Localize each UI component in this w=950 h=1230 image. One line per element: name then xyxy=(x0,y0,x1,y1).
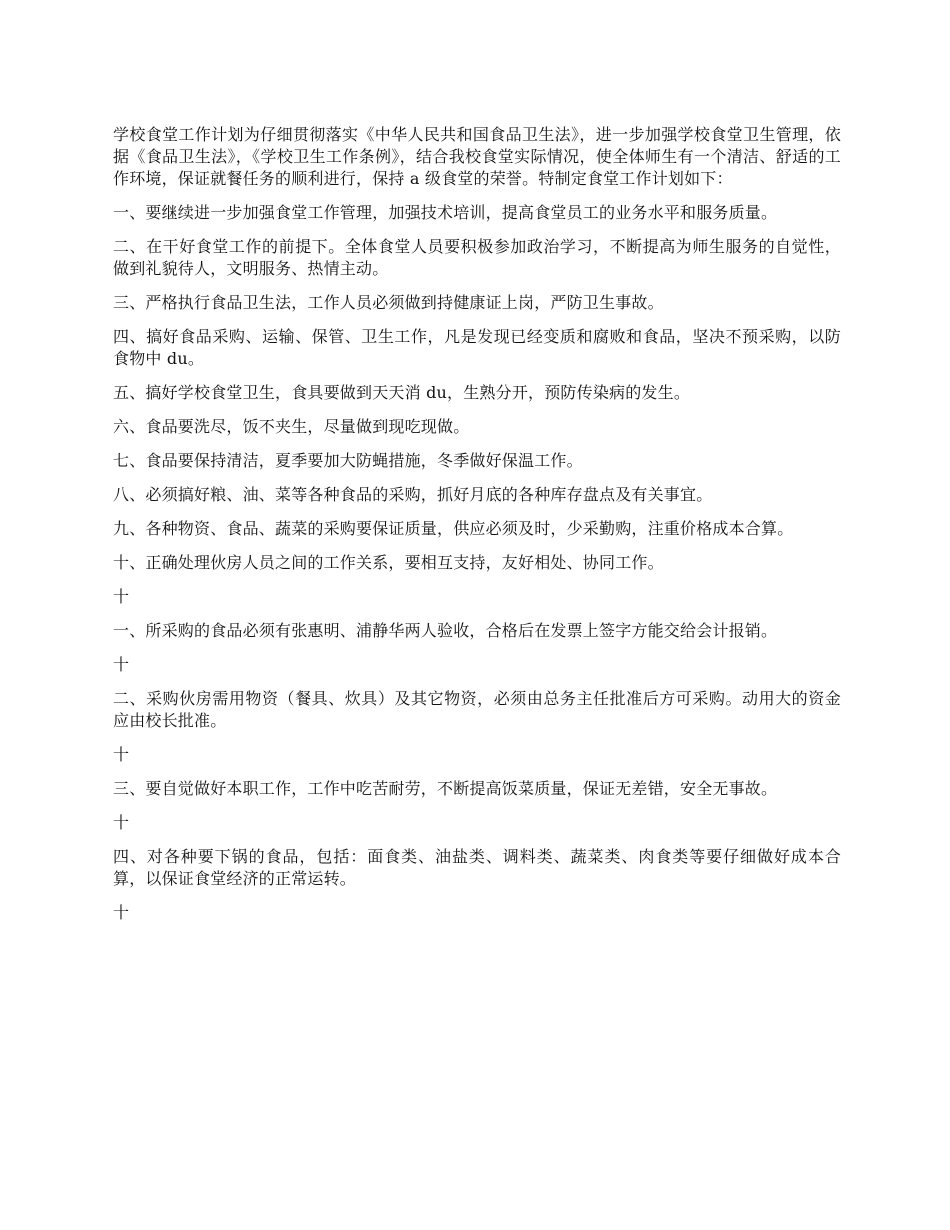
item-paragraph-1: 一、要继续进一步加强食堂工作管理，加强技术培训，提高食堂员工的业务水平和服务质量。 xyxy=(113,203,778,222)
item-paragraph-9: 九、各种物资、食品、蔬菜的采购要保证质量，供应必须及时，少采勤购，注重价格成本合算。 xyxy=(113,519,794,538)
item-paragraph-11: 一、所采购的食品必须有张惠明、浦静华两人验收，合格后在发票上签字方能交给会计报销。 xyxy=(113,621,778,640)
item-paragraph-4: 四、搞好食品采购、运输、保管、卫生工作，凡是发现已经变质和腐败和食品，坚决不预采购，以防食物中 du。 xyxy=(113,327,841,368)
item-paragraph-3: 三、严格执行食品卫生法，工作人员必须做到持健康证上岗，严防卫生事故。 xyxy=(113,293,664,312)
document-body xyxy=(113,124,841,936)
item-paragraph-12: 二、采购伙房需用物资（餐具、炊具）及其它物资，必须由总务主任批准后方可采购。动用大的资金应由校长批准。 xyxy=(113,689,841,730)
item-number-fragment: 十 xyxy=(113,655,130,674)
item-number-fragment: 十 xyxy=(113,587,130,606)
item-paragraph-2: 二、在干好食堂工作的前提下。全体食堂人员要积极参加政治学习，不断提高为师生服务的自觉性，做到礼貌待人，文明服务、热情主动。 xyxy=(113,237,841,278)
item-paragraph-10: 十、正确处理伙房人员之间的工作关系，要相互支持，友好相处、协同工作。 xyxy=(113,553,664,572)
item-paragraph-14: 四、对各种要下锅的食品，包括：面食类、油盐类、调料类、蔬菜类、肉食类等要仔细做好成本合算，以保证食堂经济的正常运转。 xyxy=(113,847,841,888)
item-paragraph-7: 七、食品要保持清洁，夏季要加大防蝇措施，冬季做好保温工作。 xyxy=(113,451,583,470)
item-paragraph-8: 八、必须搞好粮、油、菜等各种食品的采购，抓好月底的各种库存盘点及有关事宜。 xyxy=(113,485,713,504)
item-number-fragment: 十 xyxy=(113,745,130,764)
item-paragraph-13: 三、要自觉做好本职工作，工作中吃苦耐劳，不断提高饭菜质量，保证无差错，安全无事故。 xyxy=(113,779,778,798)
item-number-fragment: 十 xyxy=(113,813,130,832)
item-number-fragment: 十 xyxy=(113,903,130,922)
item-paragraph-5: 五、搞好学校食堂卫生，食具要做到天天消 du，生熟分开，预防传染病的发生。 xyxy=(113,383,691,402)
item-paragraph-6: 六、食品要洗尽，饭不夹生，尽量做到现吃现做。 xyxy=(113,417,470,436)
intro-paragraph: 学校食堂工作计划为仔细贯彻落实《中华人民共和国食品卫生法》，进一步加强学校食堂卫生管理，依据《食品卫生法》，《学校卫生工作条例》，结合我校食堂实际情况，使全体师生有一个清洁、舒适的工作环境，保证就餐任务的顺利进行，保持 a 级食堂的荣誉。特制定食堂工作计划如下： xyxy=(113,125,841,188)
